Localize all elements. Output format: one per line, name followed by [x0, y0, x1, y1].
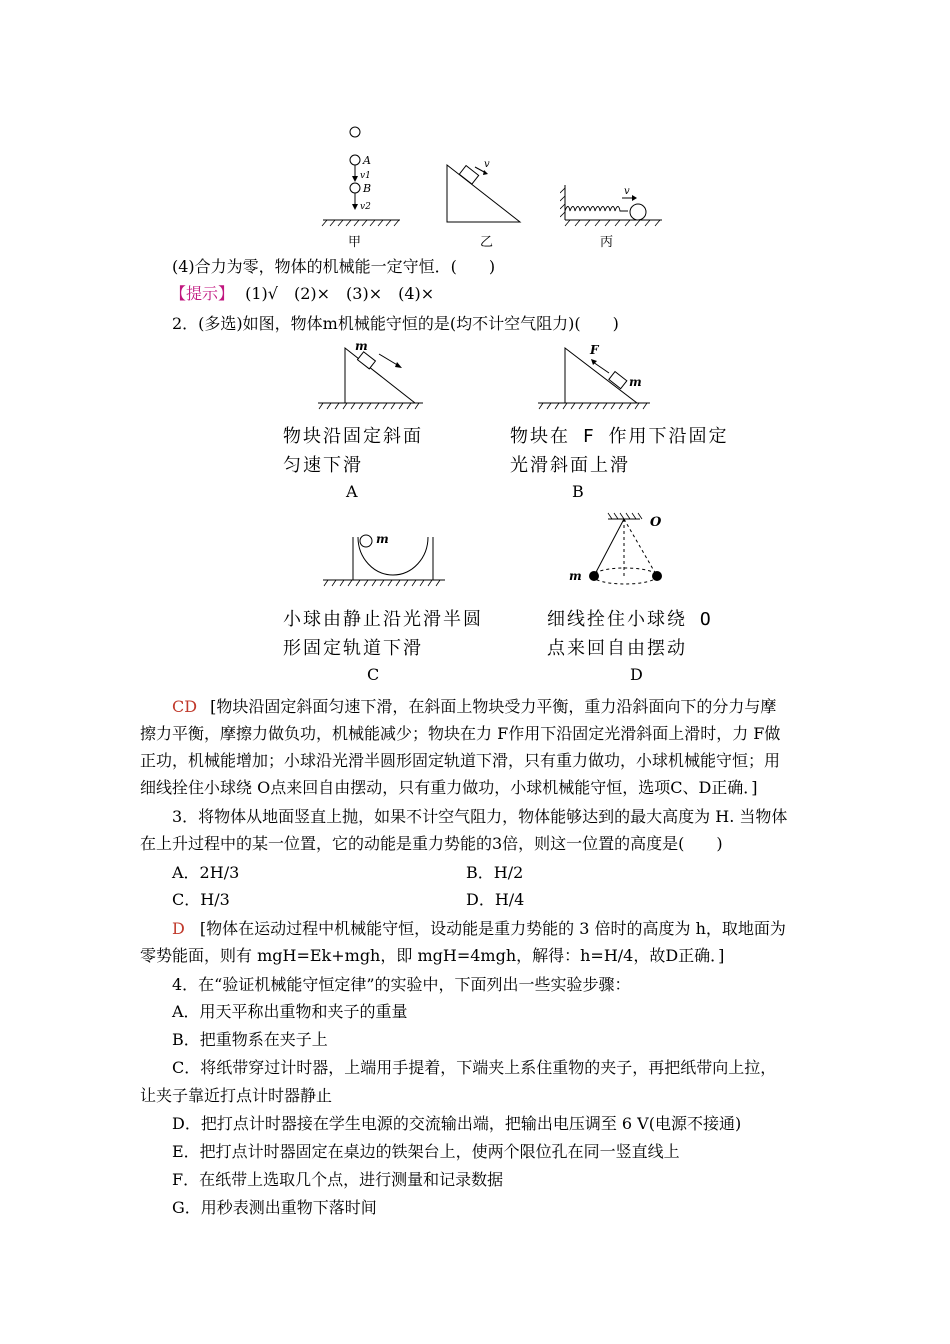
q4-step-f: F．在纸带上选取几个点，进行测量和记录数据 [172, 1170, 504, 1189]
option-b-caption-2: 光滑斜面上滑 [510, 455, 630, 476]
option-d-letter: D [630, 665, 643, 684]
option-a-letter: A [346, 482, 358, 501]
mark-A: A [363, 154, 371, 167]
q3-answer: D [172, 919, 185, 938]
q3-option-b: B．H/2 [466, 863, 524, 882]
q2-analysis-line-2: 擦力平衡，摩擦力做负功，机械能减少；物块在力 F作用下沿固定光滑斜面上滑时，力 F做 [140, 724, 781, 743]
q2-analysis-line-1 [172, 696, 776, 718]
option-c-caption-1: 小球由静止沿光滑半圆 [283, 609, 483, 630]
q3-analysis-line-1 [172, 918, 786, 940]
mark-m-d: m [569, 569, 582, 583]
figure-bing [560, 180, 670, 255]
figure-jia [315, 120, 410, 255]
figure-option-a [315, 340, 425, 410]
q2-answer: CD [172, 697, 198, 716]
option-d-caption-1: 细线拴住小球绕 O [547, 609, 713, 630]
tip-label: 【提示】 [170, 284, 235, 303]
q4-stem: 4．在“验证机械能守恒定律”的实验中，下面列出一些实验步骤： [172, 975, 631, 994]
mark-v2: v2 [360, 202, 371, 212]
q4-step-d: D．把打点计时器接在学生电源的交流输出端，把输出电压调至 6 V(电源不接通) [172, 1114, 742, 1133]
q2-analysis-line-3: 正功，机械能增加；小球沿光滑半圆形固定轨道下滑，只有重力做功，小球机械能守恒；用 [140, 751, 781, 770]
q4-step-g: G．用秒表测出重物下落时间 [172, 1198, 377, 1217]
figure-option-d [560, 510, 680, 590]
mark-m-a: m [355, 340, 368, 353]
tip-text: (1)√ (2)× (3)× (4)× [245, 284, 435, 303]
q3-option-d: D．H/4 [466, 890, 525, 909]
q2-analysis-1: [物块沿固定斜面匀速下滑，在斜面上物块受力平衡，重力沿斜面向下的分力与摩 [210, 697, 777, 716]
q3-analysis-1: [物体在运动过程中机械能守恒，设动能是重力势能的 3 倍时的高度为 h，取地面为 [199, 919, 786, 938]
mark-B: B [363, 182, 372, 195]
mark-F-b: F [590, 343, 599, 357]
label-yi: 乙 [480, 235, 494, 250]
q3-analysis-line-2: 零势能面，则有 mgH=Ek+mgh，即 mgH=4mgh，解得：h=H/4，故D正确．] [140, 946, 725, 965]
mark-O-d: O [650, 515, 662, 530]
label-jia: 甲 [348, 235, 362, 250]
option-a-caption-1: 物块沿固定斜面 [283, 426, 423, 447]
question-1-4: (4)合力为零，物体的机械能一定守恒．( ) [172, 257, 496, 276]
tip-line [170, 283, 434, 305]
q4-step-c-cont: 让夹子靠近打点计时器静止 [140, 1086, 333, 1105]
option-d-caption-2: 点来回自由摆动 [547, 638, 687, 659]
option-b-letter: B [572, 482, 584, 501]
q3-stem-1: 3．将物体从地面竖直上抛，如果不计空气阻力，物体能够达到的最大高度为 H. 当物体 [172, 807, 788, 826]
figure-yi [440, 155, 530, 255]
figure-option-c [320, 525, 450, 605]
option-b-caption-1: 物块在 F 作用下沿固定 [510, 426, 729, 447]
label-bing: 丙 [600, 235, 614, 250]
q3-option-c: C．H/3 [172, 890, 230, 909]
option-c-letter: C [367, 665, 380, 684]
q4-step-b: B．把重物系在夹子上 [172, 1030, 328, 1049]
mark-m-c: m [376, 532, 389, 546]
mark-v1: v1 [360, 171, 371, 181]
mark-m-b: m [629, 375, 642, 389]
question-2-stem: 2．(多选)如图，物体m机械能守恒的是(均不计空气阻力)( ) [172, 314, 619, 333]
figure-option-b [535, 340, 655, 410]
mark-v-incline: v [484, 159, 490, 170]
option-a-caption-2: 匀速下滑 [283, 455, 363, 476]
q3-stem-2: 在上升过程中的某一位置，它的动能是重力势能的3倍，则这一位置的高度是( ) [140, 834, 723, 853]
mark-v-spring: v [624, 186, 630, 197]
q4-step-c: C．将纸带穿过计时器，上端用手提着，下端夹上系住重物的夹子，再把纸带向上拉， [172, 1058, 777, 1077]
q4-step-e: E．把打点计时器固定在桌边的铁架台上，使两个限位孔在同一竖直线上 [172, 1142, 680, 1161]
option-c-caption-2: 形固定轨道下滑 [283, 638, 423, 659]
q2-analysis-line-4: 细线拴住小球绕 O点来回自由摆动，只有重力做功，小球机械能守恒，选项C、D正确．] [140, 778, 758, 797]
q3-option-a: A．2H/3 [172, 863, 240, 882]
q4-step-a: A．用天平称出重物和夹子的重量 [172, 1002, 408, 1021]
